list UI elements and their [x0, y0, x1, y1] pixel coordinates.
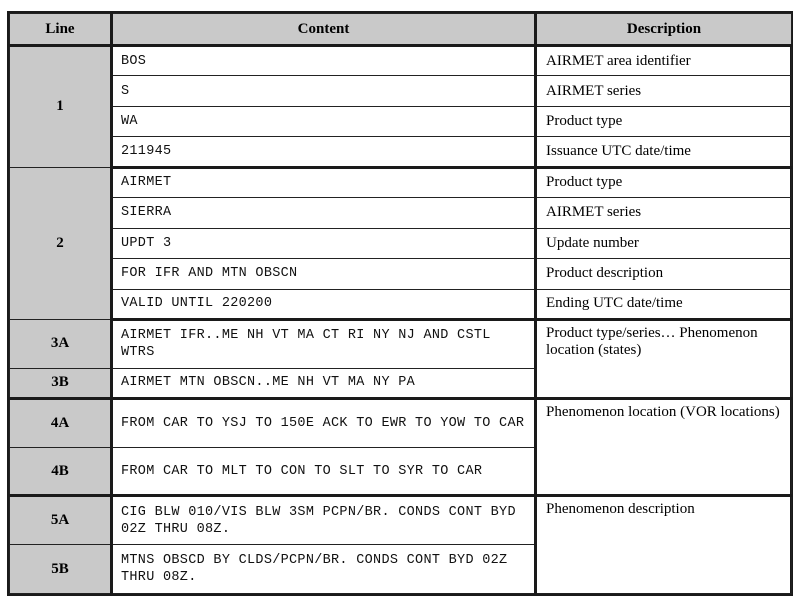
line-number: 1 [10, 46, 112, 168]
description-cell: Update number [536, 228, 792, 258]
content-cell: UPDT 3 [112, 228, 536, 258]
description-cell: Issuance UTC date/time [536, 137, 792, 167]
content-cell: FOR IFR AND MTN OBSCN [112, 259, 536, 289]
content-cell: AIRMET IFR..ME NH VT MA CT RI NY NJ AND CSTL WTRS [112, 319, 536, 368]
header-description: Description [536, 14, 792, 46]
table-row [10, 399, 792, 448]
description-cell: AIRMET series [536, 76, 792, 106]
line-number: 4A [10, 399, 112, 448]
table-row [10, 259, 792, 289]
content-cell: 211945 [112, 137, 536, 167]
description-cell: AIRMET series [536, 198, 792, 228]
table-row [10, 46, 792, 76]
table-row [10, 289, 792, 319]
content-cell: CIG BLW 010/VIS BLW 3SM PCPN/BR. CONDS CONT BYD 02Z THRU 08Z. [112, 496, 536, 545]
line-number: 5A [10, 496, 112, 545]
description-cell: Product type/series… Phenomenon location (states) [536, 319, 792, 398]
table-row [10, 76, 792, 106]
description-cell: Product type [536, 167, 792, 197]
table-row [10, 319, 792, 368]
header-line: Line [10, 14, 112, 46]
line-number: 4B [10, 447, 112, 496]
description-cell: Ending UTC date/time [536, 289, 792, 319]
description-cell: AIRMET area identifier [536, 46, 792, 76]
content-cell: SIERRA [112, 198, 536, 228]
table-row [10, 198, 792, 228]
header-content: Content [112, 14, 536, 46]
description-cell: Phenomenon description [536, 496, 792, 594]
line-number: 3B [10, 368, 112, 398]
line-number: 3A [10, 319, 112, 368]
line-number: 2 [10, 167, 112, 319]
table-row [10, 228, 792, 258]
content-cell: AIRMET MTN OBSCN..ME NH VT MA NY PA [112, 368, 536, 398]
content-cell: MTNS OBSCD BY CLDS/PCPN/BR. CONDS CONT BYD 02Z THRU 08Z. [112, 545, 536, 594]
table-row [10, 496, 792, 545]
line-number: 5B [10, 545, 112, 594]
content-cell: S [112, 76, 536, 106]
table-row [10, 137, 792, 167]
description-cell: Phenomenon location (VOR locations) [536, 399, 792, 496]
content-cell: VALID UNTIL 220200 [112, 289, 536, 319]
content-cell: AIRMET [112, 167, 536, 197]
description-cell: Product description [536, 259, 792, 289]
airmet-decoding-table [9, 13, 792, 594]
table-row [10, 167, 792, 197]
content-cell: WA [112, 106, 536, 136]
header-row [10, 14, 792, 46]
content-cell: FROM CAR TO MLT TO CON TO SLT TO SYR TO CAR [112, 447, 536, 496]
content-cell: BOS [112, 46, 536, 76]
content-cell: FROM CAR TO YSJ TO 150E ACK TO EWR TO YOW TO CAR [112, 399, 536, 448]
table-row [10, 106, 792, 136]
description-cell: Product type [536, 106, 792, 136]
